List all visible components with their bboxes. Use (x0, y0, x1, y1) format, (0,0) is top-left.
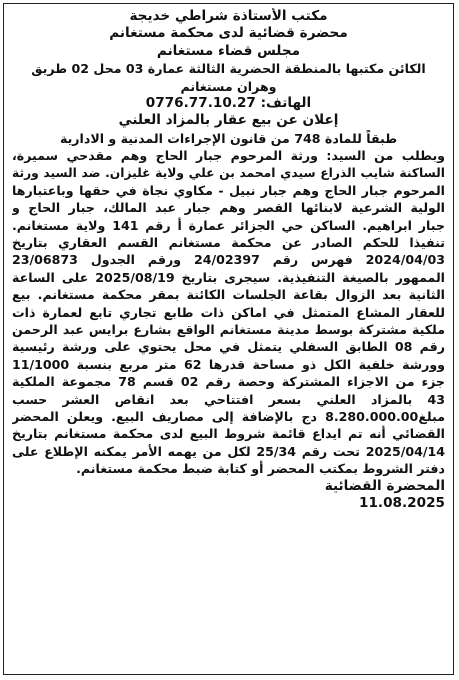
body-line: ملكية مشتركة بوسط مدينة مستغانم الواقع بشارع برايس عبد الرحمن (12, 322, 445, 338)
body-line: الثانية بعد الزوال بقاعة الجلسات الكائنة بمقر محكمة مستغانم. بيع (12, 287, 445, 303)
notice-date: 11.08.2025 (359, 494, 445, 511)
body-line: تنفيذا للحكم الصادر عن محكمة مستغانم القسم العقاري بتاريخ (12, 235, 445, 251)
body-line: 2024/04/03 فهرس رقم 24/02397 ورقم الجدول 23/06873 (12, 252, 445, 268)
body-line: جزء من الاجزاء المشتركة وحصة رقم 02 قسم 78 مجموعة الملكية (12, 374, 445, 390)
bailiff-title: محضرة قضائية لدى محكمة مستغانم (109, 25, 348, 42)
body-line: الممهور بالصيغة التنفيذية. سيجرى بتاريخ 2025/08/19 على الساعة (12, 269, 445, 285)
body-line: وبطلب من السيد: ورثة المرحوم جبار الحاج وهم مقدحي سميرة، (12, 148, 445, 164)
body-line: وورشة خلفية الكل ذو مساحة قدرها 62 متر مربع بنسبة 11/1000 (12, 356, 445, 372)
legal-basis: طبقاً للمادة 748 من قانون الإجراءات المدنية و الادارية (59, 130, 398, 146)
court-council: مجلس قضاء مستغانم (156, 42, 301, 59)
body-line: جبار ابراهيم. الساكن حي الجزائر عمارة أ رقم 141 ولاية مستغانم. (12, 217, 445, 233)
office-address-line-2: وهران مستغانم (180, 78, 277, 94)
phone-number: 0776.77.10.27 (145, 94, 256, 111)
body-line: الولية الشرعية لابنائها القصر وهم جبار عبد المالك، جبار الحاج و (12, 200, 445, 216)
body-line: القضائي أنه تم ايداع قائمة شروط البيع لدى محكمة مستغانم بتاريخ (12, 426, 445, 442)
phone-label: الهاتف: (260, 94, 312, 111)
signature-title: المحضرة القضائية (324, 477, 445, 494)
notice-heading: إعلان عن بيع عقار بالمزاد العلني (118, 112, 339, 129)
legal-notice (3, 3, 454, 675)
notice-body (12, 147, 445, 477)
office-address-line-1: الكائن مكتبها بالمنطقة الحضرية الثالثة عمارة 03 محل 02 طريق (31, 61, 426, 77)
body-line: 43 بالمزاد العلني بسعر افتتاحي بعد انقاص العشر حسب (12, 391, 445, 407)
body-line: رقم 08 الطابق السفلي يتمثل في محل يحتوي على ورشة رئيسية (12, 339, 445, 355)
phone-line (12, 95, 445, 112)
body-line: 2025/04/14 تحت رقم 25/34 لكل من يهمه الأمر يمكنه الإطلاع على (12, 443, 445, 459)
body-line: دفتر الشروط بمكتب المحضر أو كتابة ضبط محكمة مستغانم. (76, 461, 445, 477)
body-line: مبلغ8.280.000.00 دج بالإضافة إلى مصاريف البيع. ويعلن المحضر (12, 408, 445, 424)
body-line: الساكنة شايب الذراع سيدي امحمد بن علي ولاية غليزان. ضد السيد ورثة (12, 165, 445, 180)
body-line: للعقار المشاع المتمثل في اماكن ذات طابع تجاري تابع لعمارة ذات (12, 304, 445, 320)
body-line: المرحوم جبار الحاج وهم جبار نبيل - مكاوي نجاة في حقها وباعتبارها (12, 182, 445, 198)
office-name: مكتب الأستاذة شراطي خديجة (129, 8, 328, 24)
